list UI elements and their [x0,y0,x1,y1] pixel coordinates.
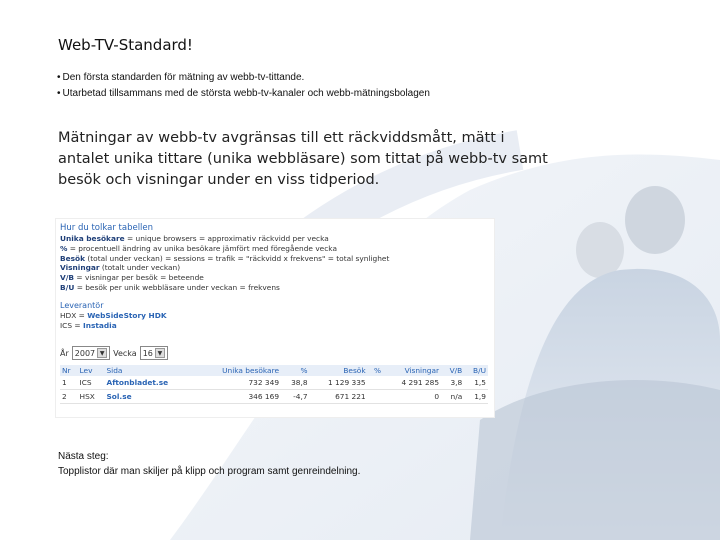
cell-bu: 1,9 [464,390,488,404]
stats-table [60,365,488,404]
cell-vb: n/a [441,390,464,404]
cell-bu: 1,5 [464,376,488,390]
legend-item [60,283,389,293]
cell-nr: 1 [60,376,78,390]
photo-person-head-2 [576,222,624,278]
description-paragraph: Mätningar av webb-tv avgränsas till ett räckviddsmått, mätt i antalet unika tittare (unika webbläsare) som tittat på webb-tv samt besök och visningar under en viss tidperiod. [58,130,548,188]
cell-site-link[interactable]: Aftonbladet.se [104,376,196,390]
legend-desc: (totalt under veckan) [99,263,181,273]
cell-percent [368,376,383,390]
column-header[interactable]: Sida [104,365,196,376]
photo-person-head [625,186,685,254]
cell-visits: 1 129 335 [310,376,368,390]
providers-title: Leverantör [60,301,104,310]
year-select[interactable] [72,346,110,360]
cell-percent [368,390,383,404]
table-row [60,376,488,390]
cell-vb: 3,8 [441,376,464,390]
next-steps-text: Topplistor där man skiljer på klipp och program samt genreindelning. [58,466,361,477]
cell-nr: 2 [60,390,78,404]
cell-provider: ICS [78,376,105,390]
column-header[interactable]: Lev [78,365,105,376]
column-header[interactable]: % [368,365,383,376]
column-header[interactable]: Unika besökare [196,365,281,376]
provider-code: ICS [60,320,73,330]
legend-list [60,234,389,293]
year-value: 2007 [74,348,96,358]
legend-desc: = procentuell ändring av unika besökare jämfört med föregående vecka [67,243,337,253]
week-label: Vecka [113,348,137,358]
column-header[interactable]: % [281,365,310,376]
table-row [60,390,488,404]
legend-title: Hur du tolkar tabellen [60,223,154,233]
cell-views: 4 291 285 [383,376,441,390]
period-selector [60,345,168,361]
legend-item [60,234,389,244]
chevron-down-icon: ▼ [155,348,165,358]
legend-term: Besök [60,253,86,263]
legend-term: Unika besökare [60,234,125,243]
legend-item [60,244,389,254]
legend-desc: = visningar per besök = beteende [74,273,204,283]
cell-percent: -4,7 [281,390,310,404]
provider-link[interactable]: Instadia [82,320,117,330]
column-header[interactable]: Visningar [383,365,441,376]
table-header-row [60,365,488,376]
week-value: 16 [142,348,153,358]
next-steps [58,449,360,479]
legend-item [60,254,389,264]
legend-desc: = besök per unik webbläsare under veckan = frekvens [74,282,280,292]
legend-desc: = unique browsers = approximativ räckvidd per vecka [124,234,329,243]
column-header[interactable]: B/U [464,365,488,376]
legend-item [60,263,389,273]
cell-provider: HSX [78,390,105,404]
bullet-item: • Utarbetad tillsammans med de största webb-tv-kanaler och webb-mätningsbolagen [57,86,430,102]
cell-views: 0 [383,390,441,404]
provider-item: HDX = WebSideStory HDK [60,311,167,320]
bullet-item: • Den första standarden för mätning av webb-tv-tittande. [57,70,430,86]
cell-percent: 38,8 [281,376,310,390]
provider-link[interactable]: WebSideStory HDK [87,311,167,320]
provider-item: ICS = Instadia [60,320,117,330]
legend-term: B/U [60,282,75,292]
column-header[interactable]: Besök [310,365,368,376]
column-header[interactable]: V/B [441,365,464,376]
legend-term: Visningar [60,263,100,273]
legend-term: V/B [60,273,75,283]
cell-site-link[interactable]: Sol.se [104,390,196,404]
legend-term: % [60,243,68,253]
provider-code: HDX [60,311,77,320]
chevron-down-icon: ▼ [97,348,107,358]
cell-unique-visitors: 732 349 [196,376,281,390]
slide-title: Web-TV-Standard! [58,36,193,54]
column-header[interactable]: Nr [60,365,78,376]
bullet-list [57,70,430,102]
legend-item [60,273,389,283]
embedded-screenshot [55,218,495,418]
cell-unique-visitors: 346 169 [196,390,281,404]
providers-list [60,311,167,330]
cell-visits: 671 221 [310,390,368,404]
week-select[interactable] [140,346,168,360]
legend-desc: (total under veckan) = sessions = trafik = "räckvidd x frekvens" = total synlighet [85,253,390,263]
year-label: År [60,348,69,358]
next-steps-heading: Nästa steg: [58,451,109,462]
